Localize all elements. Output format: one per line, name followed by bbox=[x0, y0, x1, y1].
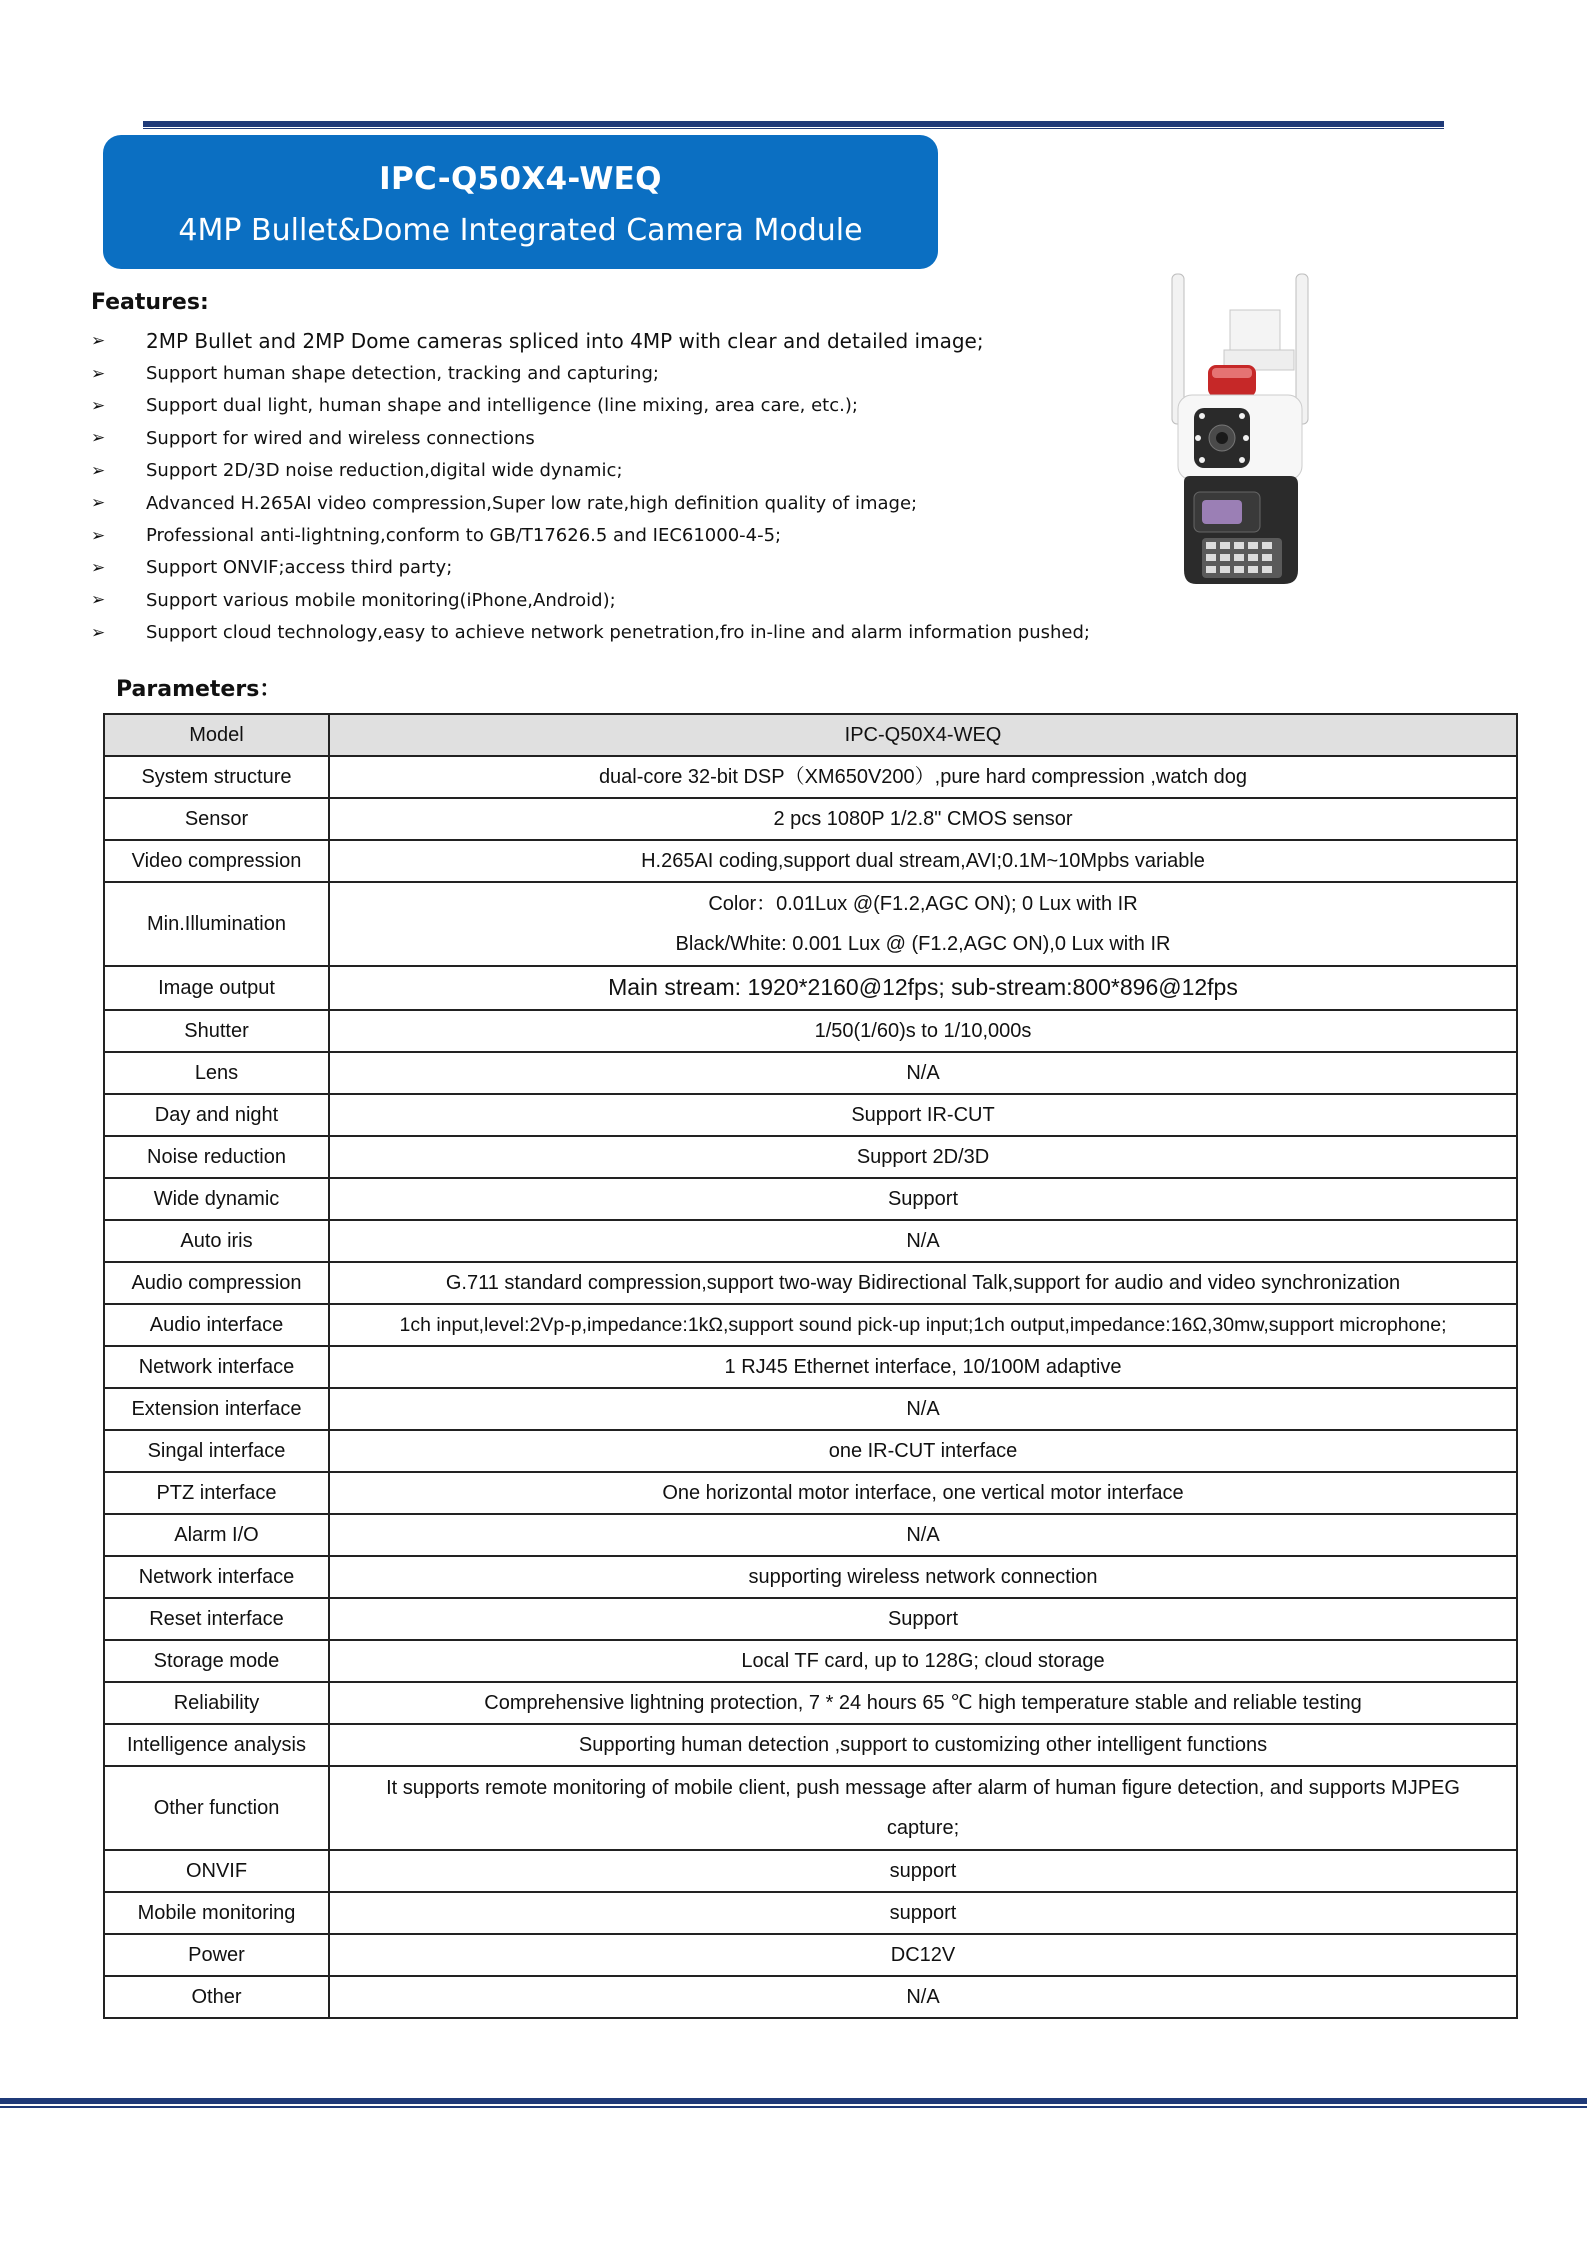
table-row bbox=[104, 966, 1517, 1010]
param-key: Mobile monitoring bbox=[104, 1892, 329, 1934]
table-row bbox=[104, 1976, 1517, 2018]
table-row bbox=[104, 1472, 1517, 1514]
table-row bbox=[104, 1178, 1517, 1220]
param-key: ONVIF bbox=[104, 1850, 329, 1892]
param-value: 1ch input,level:2Vp-p,impedance:1kΩ,support sound pick-up input;1ch output,impedance:16Ω,30mw,support microphone; bbox=[329, 1304, 1517, 1346]
table-row bbox=[104, 1136, 1517, 1178]
param-value: Support 2D/3D bbox=[329, 1136, 1517, 1178]
param-value: dual-core 32-bit DSP（XM650V200）,pure hard compression ,watch dog bbox=[329, 756, 1517, 798]
param-value: Color：0.01Lux @(F1.2,AGC ON); 0 Lux with IR Black/White: 0.001 Lux @ (F1.2,AGC ON),0 Lux with IR bbox=[329, 882, 1517, 966]
table-row bbox=[104, 1934, 1517, 1976]
feature-item: ➢ 2MP Bullet and 2MP Dome cameras spliced into 4MP with clear and detailed image; bbox=[91, 329, 984, 354]
arrowhead-bullet-icon: ➢ bbox=[91, 525, 106, 546]
feature-item: ➢ Professional anti-lightning,conform to GB/T17626.5 and IEC61000-4-5; bbox=[91, 525, 782, 547]
table-row bbox=[104, 1094, 1517, 1136]
param-key: Audio interface bbox=[104, 1304, 329, 1346]
param-key: Sensor bbox=[104, 798, 329, 840]
param-key: Day and night bbox=[104, 1094, 329, 1136]
param-key: Power bbox=[104, 1934, 329, 1976]
param-key: Other function bbox=[104, 1766, 329, 1850]
param-value: Main stream: 1920*2160@12fps; sub-stream:800*896@12fps bbox=[329, 966, 1517, 1010]
param-value: supporting wireless network connection bbox=[329, 1556, 1517, 1598]
table-row bbox=[104, 1010, 1517, 1052]
param-key: Wide dynamic bbox=[104, 1178, 329, 1220]
table-row bbox=[104, 1220, 1517, 1262]
param-key: Auto iris bbox=[104, 1220, 329, 1262]
param-value: One horizontal motor interface, one vertical motor interface bbox=[329, 1472, 1517, 1514]
bottom-divider bbox=[0, 2098, 1587, 2110]
param-key: PTZ interface bbox=[104, 1472, 329, 1514]
table-row bbox=[104, 1514, 1517, 1556]
table-row bbox=[104, 1430, 1517, 1472]
param-value: N/A bbox=[329, 1220, 1517, 1262]
table-row bbox=[104, 1598, 1517, 1640]
table-row bbox=[104, 1766, 1517, 1850]
arrowhead-bullet-icon: ➢ bbox=[91, 428, 106, 449]
table-row bbox=[104, 1052, 1517, 1094]
param-value: 1/50(1/60)s to 1/10,000s bbox=[329, 1010, 1517, 1052]
param-key: Noise reduction bbox=[104, 1136, 329, 1178]
table-row bbox=[104, 1640, 1517, 1682]
table-row bbox=[104, 1724, 1517, 1766]
arrowhead-bullet-icon: ➢ bbox=[91, 331, 106, 352]
arrowhead-bullet-icon: ➢ bbox=[91, 493, 106, 514]
param-key: Network interface bbox=[104, 1556, 329, 1598]
feature-item: ➢ Support cloud technology,easy to achieve network penetration,fro in-line and alarm information pushed; bbox=[91, 622, 1090, 644]
table-row bbox=[104, 1556, 1517, 1598]
table-row bbox=[104, 1262, 1517, 1304]
param-value: DC12V bbox=[329, 1934, 1517, 1976]
param-key: Audio compression bbox=[104, 1262, 329, 1304]
features-heading: Features: bbox=[91, 290, 209, 315]
arrowhead-bullet-icon: ➢ bbox=[91, 363, 106, 384]
feature-item: ➢ Support various mobile monitoring(iPhone,Android); bbox=[91, 589, 616, 611]
table-row bbox=[104, 882, 1517, 966]
arrowhead-bullet-icon: ➢ bbox=[91, 460, 106, 481]
param-key: Other bbox=[104, 1976, 329, 2018]
arrowhead-bullet-icon: ➢ bbox=[91, 622, 106, 643]
table-row bbox=[104, 840, 1517, 882]
top-divider bbox=[143, 121, 1444, 129]
param-value: Supporting human detection ,support to customizing other intelligent functions bbox=[329, 1724, 1517, 1766]
param-key: Intelligence analysis bbox=[104, 1724, 329, 1766]
table-row bbox=[104, 798, 1517, 840]
feature-item: ➢ Advanced H.265AI video compression,Super low rate,high definition quality of image; bbox=[91, 492, 918, 514]
param-value: Local TF card, up to 128G; cloud storage bbox=[329, 1640, 1517, 1682]
param-value: Comprehensive lightning protection, 7 * 24 hours 65 ℃ high temperature stable and reliable testing bbox=[329, 1682, 1517, 1724]
arrowhead-bullet-icon: ➢ bbox=[91, 395, 106, 416]
param-key: Reset interface bbox=[104, 1598, 329, 1640]
param-value: N/A bbox=[329, 1514, 1517, 1556]
arrowhead-bullet-icon: ➢ bbox=[91, 590, 106, 611]
param-key: Storage mode bbox=[104, 1640, 329, 1682]
parameters-table bbox=[103, 713, 1518, 2019]
table-row bbox=[104, 1892, 1517, 1934]
table-row bbox=[104, 756, 1517, 798]
param-value: It supports remote monitoring of mobile client, push message after alarm of human figure detection, and supports MJPEG capture; bbox=[329, 1766, 1517, 1850]
param-value: Support bbox=[329, 1178, 1517, 1220]
param-value: one IR-CUT interface bbox=[329, 1430, 1517, 1472]
param-value: H.265AI coding,support dual stream,AVI;0.1M~10Mpbs variable bbox=[329, 840, 1517, 882]
param-key: Model bbox=[104, 714, 329, 756]
param-key: Video compression bbox=[104, 840, 329, 882]
parameters-heading: Parameters： bbox=[116, 677, 282, 702]
param-value: support bbox=[329, 1892, 1517, 1934]
param-key: Network interface bbox=[104, 1346, 329, 1388]
param-key: Alarm I/O bbox=[104, 1514, 329, 1556]
features-list bbox=[91, 325, 1141, 649]
feature-item: ➢ Support for wired and wireless connections bbox=[91, 427, 535, 449]
param-value: N/A bbox=[329, 1976, 1517, 2018]
feature-item: ➢ Support ONVIF;access third party; bbox=[91, 557, 453, 579]
param-key: Lens bbox=[104, 1052, 329, 1094]
param-key: Extension interface bbox=[104, 1388, 329, 1430]
param-value: N/A bbox=[329, 1388, 1517, 1430]
arrowhead-bullet-icon: ➢ bbox=[91, 557, 106, 578]
param-value: N/A bbox=[329, 1052, 1517, 1094]
param-value: G.711 standard compression,support two-way Bidirectional Talk,support for audio and video synchronization bbox=[329, 1262, 1517, 1304]
param-value: support bbox=[329, 1850, 1517, 1892]
product-subtitle: 4MP Bullet&Dome Integrated Camera Module bbox=[178, 213, 863, 248]
param-value: IPC-Q50X4-WEQ bbox=[329, 714, 1517, 756]
param-key: Reliability bbox=[104, 1682, 329, 1724]
param-key: Image output bbox=[104, 966, 329, 1010]
param-key: System structure bbox=[104, 756, 329, 798]
param-value: 1 RJ45 Ethernet interface, 10/100M adaptive bbox=[329, 1346, 1517, 1388]
camera-product-icon bbox=[1150, 270, 1330, 590]
table-row bbox=[104, 1850, 1517, 1892]
product-model-title: IPC-Q50X4-WEQ bbox=[379, 161, 662, 197]
param-value: 2 pcs 1080P 1/2.8" CMOS sensor bbox=[329, 798, 1517, 840]
table-row bbox=[104, 1304, 1517, 1346]
table-row bbox=[104, 714, 1517, 756]
feature-item: ➢ Support 2D/3D noise reduction,digital wide dynamic; bbox=[91, 460, 623, 482]
feature-item: ➢ Support human shape detection, tracking and capturing; bbox=[91, 363, 659, 385]
feature-item: ➢ Support dual light, human shape and intelligence (line mixing, area care, etc.); bbox=[91, 395, 858, 417]
param-value: Support bbox=[329, 1598, 1517, 1640]
title-banner bbox=[103, 135, 938, 269]
param-key: Min.Illumination bbox=[104, 882, 329, 966]
param-value: Support IR-CUT bbox=[329, 1094, 1517, 1136]
param-key: Singal interface bbox=[104, 1430, 329, 1472]
table-row bbox=[104, 1388, 1517, 1430]
param-key: Shutter bbox=[104, 1010, 329, 1052]
table-row bbox=[104, 1682, 1517, 1724]
table-row bbox=[104, 1346, 1517, 1388]
